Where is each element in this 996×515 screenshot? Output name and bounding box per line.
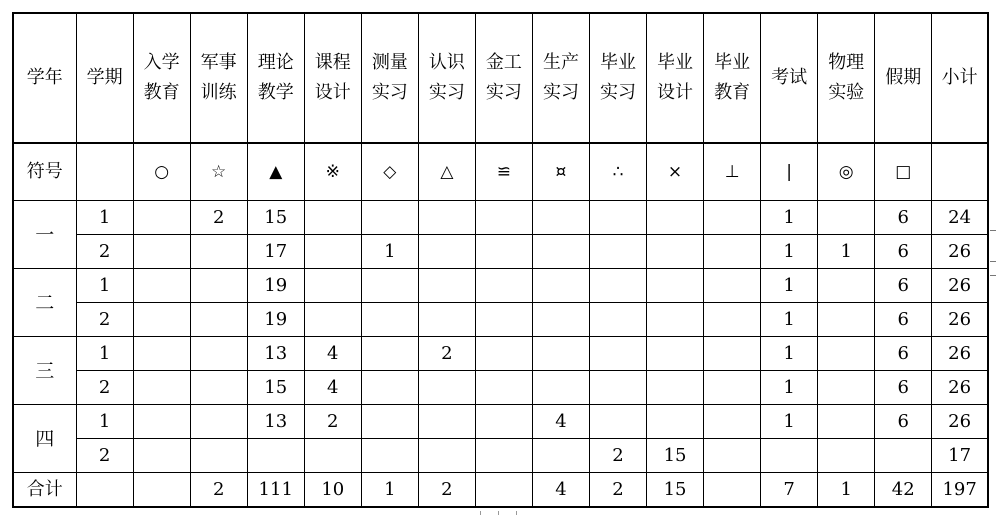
data-cell: 1	[761, 201, 818, 235]
data-cell	[704, 201, 761, 235]
data-cell	[475, 303, 532, 337]
total-cell: 1	[361, 473, 418, 508]
table-row	[13, 371, 988, 405]
header-cell	[133, 13, 190, 143]
table-row	[13, 201, 988, 235]
data-cell	[818, 337, 875, 371]
data-cell	[818, 371, 875, 405]
symbol-cell	[76, 143, 133, 201]
header-cell	[647, 13, 704, 143]
data-cell	[589, 337, 646, 371]
data-cell	[304, 439, 361, 473]
header-line: 考试	[771, 67, 808, 88]
data-cell: 2	[76, 303, 133, 337]
data-cell: 19	[247, 303, 304, 337]
header-line: 物理	[828, 52, 865, 73]
data-cell: 2	[418, 337, 475, 371]
total-cell: 2	[418, 473, 475, 508]
data-cell	[133, 405, 190, 439]
data-cell: 15	[247, 201, 304, 235]
header-line: 实习	[485, 82, 522, 103]
data-cell	[532, 235, 589, 269]
symbol-cell: ○	[133, 143, 190, 201]
data-cell	[247, 439, 304, 473]
data-cell	[647, 405, 704, 439]
header-line: 实习	[542, 82, 579, 103]
data-cell: 1	[761, 235, 818, 269]
data-cell	[589, 269, 646, 303]
year-cell: 四	[13, 405, 76, 473]
total-cell: 2	[589, 473, 646, 508]
data-cell	[589, 371, 646, 405]
data-cell: 1	[761, 303, 818, 337]
header-cell	[818, 13, 875, 143]
header-line: 教学	[257, 82, 294, 103]
header-line: 测量	[371, 52, 408, 73]
symbol-cell: ▲	[247, 143, 304, 201]
data-cell	[589, 201, 646, 235]
data-cell: 1	[76, 405, 133, 439]
data-cell	[190, 269, 247, 303]
header-line: 毕业	[600, 52, 636, 73]
data-cell	[418, 439, 475, 473]
data-cell: 26	[932, 269, 988, 303]
data-cell	[475, 371, 532, 405]
symbol-cell: ¤	[532, 143, 589, 201]
header-line: 设计	[314, 82, 351, 103]
data-cell	[704, 405, 761, 439]
data-cell	[589, 235, 646, 269]
symbol-cell: ⊥	[704, 143, 761, 201]
data-cell	[304, 269, 361, 303]
data-cell	[361, 405, 418, 439]
table-row	[13, 337, 988, 371]
data-cell	[532, 371, 589, 405]
data-cell	[418, 303, 475, 337]
data-cell: 17	[932, 439, 988, 473]
total-cell: 4	[532, 473, 589, 508]
data-cell	[133, 371, 190, 405]
data-cell	[589, 405, 646, 439]
data-cell: 4	[304, 371, 361, 405]
data-cell	[418, 269, 475, 303]
data-cell: 1	[76, 337, 133, 371]
data-cell: 1	[761, 405, 818, 439]
symbol-cell: ◇	[361, 143, 418, 201]
header-row	[13, 13, 988, 143]
data-cell: 26	[932, 303, 988, 337]
symbol-cell: ◎	[818, 143, 875, 201]
data-cell: 2	[76, 235, 133, 269]
total-cell: 10	[304, 473, 361, 508]
data-cell: 1	[761, 337, 818, 371]
data-cell	[532, 337, 589, 371]
data-cell: 6	[875, 201, 932, 235]
header-line: 小计	[941, 67, 978, 88]
total-cell	[475, 473, 532, 508]
data-cell	[133, 201, 190, 235]
data-cell	[361, 303, 418, 337]
data-cell: 17	[247, 235, 304, 269]
data-cell	[361, 439, 418, 473]
data-cell	[418, 235, 475, 269]
data-cell: 6	[875, 235, 932, 269]
table-row	[13, 405, 988, 439]
data-cell: 2	[190, 201, 247, 235]
data-cell: 26	[932, 405, 988, 439]
table-row	[13, 269, 988, 303]
data-cell: 1	[761, 269, 818, 303]
total-cell	[76, 473, 133, 508]
data-cell	[589, 303, 646, 337]
header-line: 实验	[828, 82, 865, 103]
header-cell	[761, 13, 818, 143]
symbol-row	[13, 143, 988, 201]
header-cell	[475, 13, 532, 143]
data-cell: 2	[76, 371, 133, 405]
header-cell	[932, 13, 988, 143]
data-cell: 1	[761, 371, 818, 405]
data-cell: 6	[875, 269, 932, 303]
data-cell: 2	[304, 405, 361, 439]
data-cell: 15	[647, 439, 704, 473]
data-cell	[532, 201, 589, 235]
header-line: 实习	[371, 82, 408, 103]
data-cell: 6	[875, 405, 932, 439]
data-cell: 1	[76, 201, 133, 235]
data-cell	[475, 235, 532, 269]
data-cell	[704, 235, 761, 269]
header-cell	[361, 13, 418, 143]
total-cell: 15	[647, 473, 704, 508]
data-cell	[647, 269, 704, 303]
symbol-cell: ∴	[589, 143, 646, 201]
year-cell: 一	[13, 201, 76, 269]
symbol-cell: △	[418, 143, 475, 201]
schedule-table-container	[12, 12, 989, 508]
header-line: 学年	[26, 67, 63, 88]
total-cell: 2	[190, 473, 247, 508]
data-cell	[190, 337, 247, 371]
symbol-cell: ≌	[475, 143, 532, 201]
data-cell	[133, 269, 190, 303]
table-row	[13, 439, 988, 473]
data-cell	[190, 235, 247, 269]
data-cell	[818, 405, 875, 439]
total-cell: 197	[932, 473, 988, 508]
data-cell	[704, 439, 761, 473]
data-cell	[532, 439, 589, 473]
data-cell	[818, 439, 875, 473]
total-row	[13, 473, 988, 508]
data-cell	[361, 269, 418, 303]
data-cell	[818, 201, 875, 235]
header-line: 金工	[485, 52, 522, 73]
data-cell	[304, 303, 361, 337]
data-cell	[704, 269, 761, 303]
header-cell	[704, 13, 761, 143]
data-cell	[475, 337, 532, 371]
data-cell	[418, 371, 475, 405]
data-cell	[475, 201, 532, 235]
data-cell: 1	[76, 269, 133, 303]
data-cell	[532, 303, 589, 337]
data-cell: 6	[875, 303, 932, 337]
data-cell	[190, 405, 247, 439]
data-cell: 24	[932, 201, 988, 235]
header-line: 教育	[143, 82, 180, 103]
page-bottom-marks	[470, 509, 530, 515]
data-cell	[190, 371, 247, 405]
data-cell	[133, 337, 190, 371]
data-cell	[304, 201, 361, 235]
data-cell	[761, 439, 818, 473]
data-cell	[361, 201, 418, 235]
header-cell	[247, 13, 304, 143]
data-cell: 1	[818, 235, 875, 269]
data-cell	[190, 303, 247, 337]
data-cell: 15	[247, 371, 304, 405]
symbol-cell: ※	[304, 143, 361, 201]
data-cell	[704, 337, 761, 371]
data-cell	[647, 371, 704, 405]
data-cell	[647, 337, 704, 371]
total-cell	[133, 473, 190, 508]
data-cell	[475, 439, 532, 473]
header-line: 毕业	[657, 52, 694, 73]
header-line: 训练	[200, 82, 237, 103]
header-cell	[532, 13, 589, 143]
header-line: 设计	[657, 82, 694, 103]
data-cell	[418, 405, 475, 439]
data-cell	[818, 269, 875, 303]
data-cell	[704, 371, 761, 405]
header-line: 教育	[714, 82, 751, 103]
symbol-cell: ×	[647, 143, 704, 201]
total-label: 合计	[13, 473, 76, 508]
symbol-cell: ☆	[190, 143, 247, 201]
data-cell	[475, 269, 532, 303]
data-cell	[875, 439, 932, 473]
header-line: 课程	[314, 52, 351, 73]
header-cell	[875, 13, 932, 143]
header-cell	[418, 13, 475, 143]
header-cell	[304, 13, 361, 143]
data-cell: 26	[932, 371, 988, 405]
data-cell: 1	[361, 235, 418, 269]
data-cell: 4	[532, 405, 589, 439]
data-cell	[304, 235, 361, 269]
data-cell	[133, 439, 190, 473]
total-cell: 111	[247, 473, 304, 508]
header-cell	[190, 13, 247, 143]
total-cell: 42	[875, 473, 932, 508]
data-cell	[475, 405, 532, 439]
symbol-cell	[932, 143, 988, 201]
data-cell	[133, 303, 190, 337]
header-cell	[589, 13, 646, 143]
data-cell: 2	[589, 439, 646, 473]
data-cell: 19	[247, 269, 304, 303]
data-cell	[190, 439, 247, 473]
total-cell	[704, 473, 761, 508]
header-line: 军事	[200, 52, 237, 73]
total-cell: 1	[818, 473, 875, 508]
data-cell: 6	[875, 337, 932, 371]
year-cell: 三	[13, 337, 76, 405]
data-cell	[133, 235, 190, 269]
table-row	[13, 303, 988, 337]
data-cell	[647, 235, 704, 269]
symbol-cell: □	[875, 143, 932, 201]
total-cell: 7	[761, 473, 818, 508]
data-cell	[361, 371, 418, 405]
table-row	[13, 235, 988, 269]
header-line: 实习	[600, 82, 636, 103]
header-line: 毕业	[714, 52, 751, 73]
data-cell	[647, 303, 704, 337]
data-cell	[418, 201, 475, 235]
data-cell: 6	[875, 371, 932, 405]
header-line: 入学	[143, 52, 180, 73]
data-cell: 26	[932, 337, 988, 371]
header-line: 生产	[542, 52, 579, 73]
header-line: 学期	[86, 67, 123, 88]
data-cell: 4	[304, 337, 361, 371]
data-cell: 13	[247, 405, 304, 439]
symbol-cell: |	[761, 143, 818, 201]
data-cell	[647, 201, 704, 235]
header-line: 假期	[885, 67, 922, 88]
page-edge-marks	[988, 12, 996, 512]
teaching-schedule-table	[12, 12, 989, 508]
data-cell: 2	[76, 439, 133, 473]
header-line: 实习	[428, 82, 465, 103]
header-cell	[76, 13, 133, 143]
symbol-row-label: 符号	[13, 143, 76, 201]
header-cell	[13, 13, 76, 143]
year-cell: 二	[13, 269, 76, 337]
data-cell	[818, 303, 875, 337]
data-cell: 26	[932, 235, 988, 269]
header-line: 理论	[257, 52, 294, 73]
data-cell: 13	[247, 337, 304, 371]
data-cell	[361, 337, 418, 371]
data-cell	[704, 303, 761, 337]
data-cell	[532, 269, 589, 303]
header-line: 认识	[428, 52, 465, 73]
